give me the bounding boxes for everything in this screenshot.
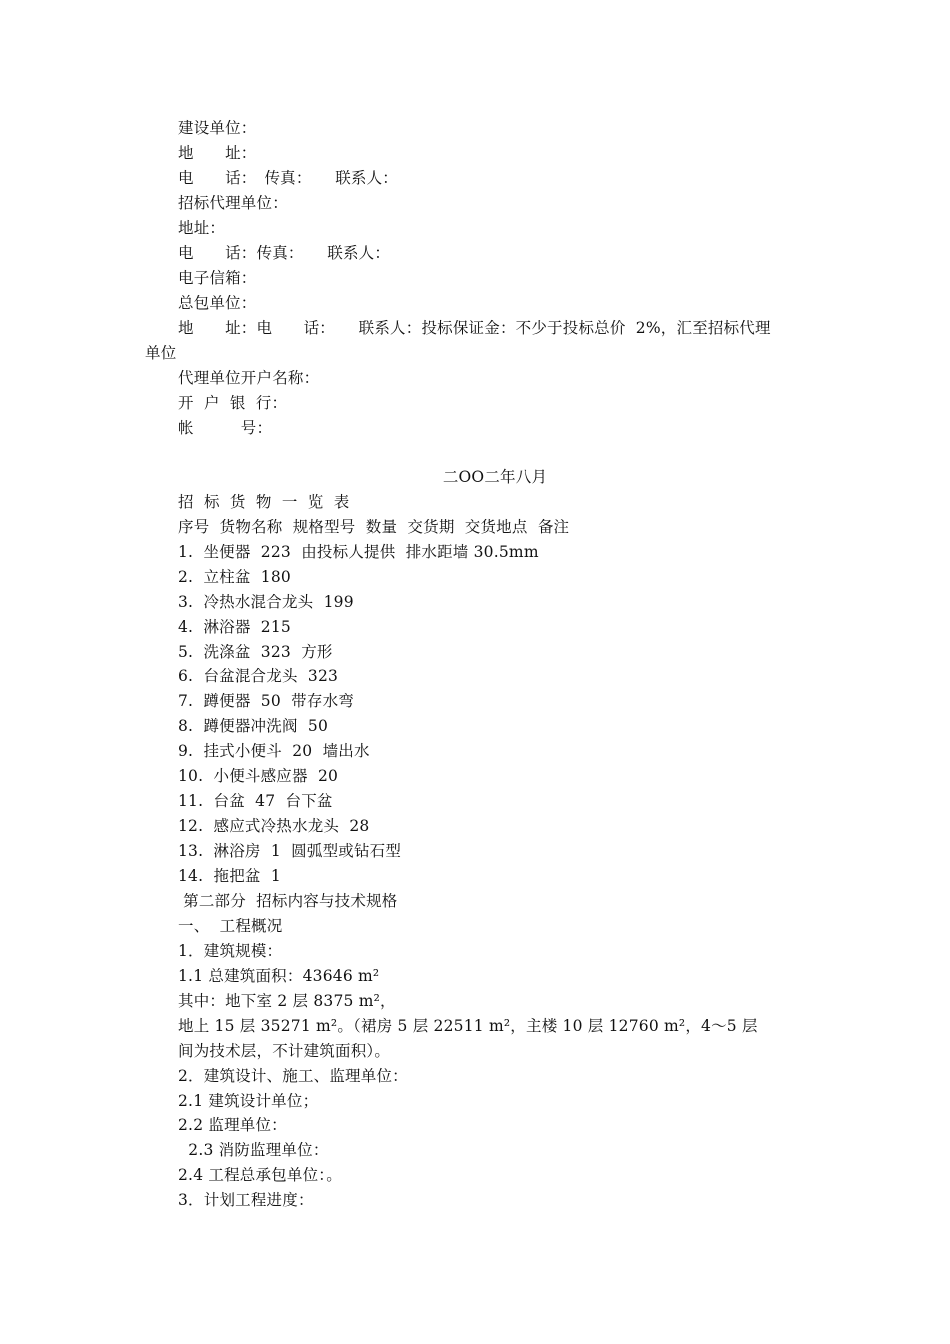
goods-row: 12. 感应式冷热水龙头 28: [178, 817, 370, 835]
building-scale-heading: 1．建筑规模：: [178, 942, 283, 960]
agency-unit-label: 招标代理单位：: [178, 194, 288, 212]
basement-area-line: 其中：地下室 2 层 8375 m²，: [178, 992, 396, 1010]
goods-row: 8. 蹲便器冲洗阀 50: [178, 717, 329, 735]
section-overview-heading: 一、 工程概况: [178, 917, 283, 935]
goods-row: 4. 淋浴器 215: [178, 618, 291, 636]
general-contractor-unit-line: 2.4 工程总承包单位：。: [178, 1166, 342, 1184]
total-area-line: 1.1 总建筑面积：43646 m²: [178, 967, 380, 985]
goods-row: 9. 挂式小便斗 20 墙出水: [178, 742, 370, 760]
goods-row: 1. 坐便器 223 由投标人提供 排水距墙 30.5mm: [178, 543, 539, 561]
agency-address-line: 地址：: [178, 219, 226, 237]
account-number-line: 帐 号：: [178, 419, 273, 437]
agency-phone-line: 电 话：传真： 联系人：: [178, 244, 391, 262]
general-contractor-label: 总包单位：: [178, 294, 257, 312]
bank-line: 开 户 银 行：: [178, 394, 288, 412]
goods-row: 13. 淋浴房 1 圆弧型或钻石型: [178, 842, 402, 860]
goods-row: 6. 台盆混合龙头 323: [178, 667, 339, 685]
email-line: 电子信箱：: [178, 269, 257, 287]
goods-table-header: 序号 货物名称 规格型号 数量 交货期 交货地点 备注: [178, 518, 570, 536]
units-heading: 2．建筑设计、施工、监理单位：: [178, 1067, 408, 1085]
goods-table-title: 招 标 货 物 一 览 表: [178, 493, 350, 511]
part-two-title: 第二部分 招标内容与技术规格: [178, 892, 398, 910]
contractor-address-line: 地 址：电 话： 联系人：投标保证金：不少于投标总价 2%，汇至招标代理: [178, 319, 771, 337]
contractor-address-wrap: 单位: [145, 344, 177, 362]
goods-row: 3. 冷热水混合龙头 199: [178, 593, 354, 611]
goods-row: 11. 台盆 47 台下盆: [178, 792, 333, 810]
account-name-line: 代理单位开户名称：: [178, 369, 320, 387]
address-line: 地 址：: [178, 144, 257, 162]
document-date: 二OO二年八月: [442, 468, 548, 486]
goods-row: 10. 小便斗感应器 20: [178, 767, 339, 785]
phone-line: 电 话： 传真： 联系人：: [178, 169, 399, 187]
goods-row: 5. 洗涤盆 323 方形: [178, 643, 333, 661]
fire-supervision-unit-line: 2.3 消防监理单位：: [178, 1141, 329, 1159]
goods-row: 7. 蹲便器 50 带存水弯: [178, 692, 354, 710]
supervision-unit-line: 2.2 监理单位：: [178, 1116, 287, 1134]
above-ground-area-line: 地上 15 层 35271 m²。（裙房 5 层 22511 m²，主楼 10 层 12760 m²，4～5 层: [178, 1017, 758, 1035]
construction-unit-label: 建设单位：: [178, 119, 257, 137]
design-unit-line: 2.1 建筑设计单位；: [178, 1092, 319, 1110]
goods-row: 14. 拖把盆 1: [178, 867, 281, 885]
goods-row: 2. 立柱盆 180: [178, 568, 291, 586]
above-ground-area-wrap: 间为技术层，不计建筑面积）。: [178, 1042, 391, 1060]
schedule-heading: 3．计划工程进度：: [178, 1191, 314, 1209]
